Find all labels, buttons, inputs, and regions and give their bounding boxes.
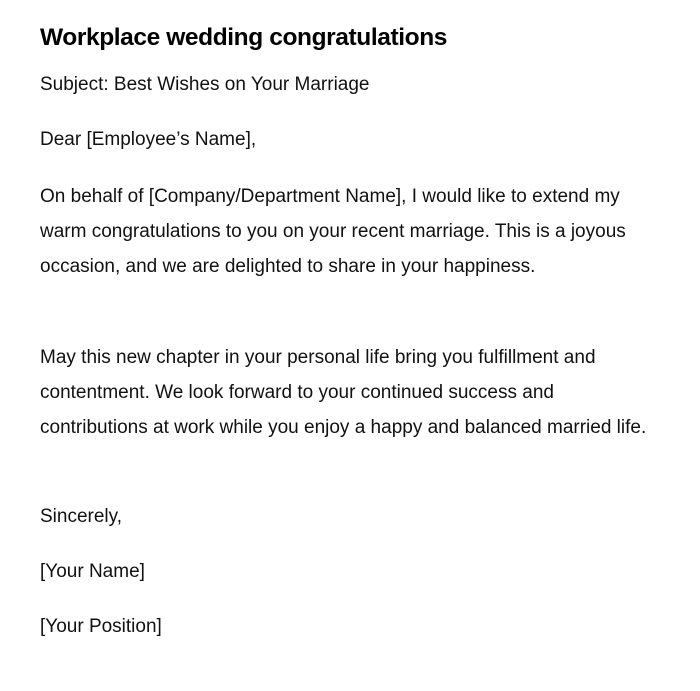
salutation: Dear [Employee’s Name],: [40, 129, 257, 150]
paragraph-2: May this new chapter in your personal life bring you fulfillment and contentment. We look forward to your continued success and contributions at work while you enjoy a happy and balanced married life.: [40, 347, 647, 438]
closing: Sincerely,: [40, 506, 123, 527]
paragraph-1: On behalf of [Company/Department Name], I would like to extend my warm congratulations to you on your recent marriage. This is a joyous occasion, and we are delighted to share in your happiness.: [40, 186, 626, 277]
subject-line: Subject: Best Wishes on Your Marriage: [40, 74, 370, 95]
signature-position: [Your Position]: [40, 616, 162, 637]
signature-name: [Your Name]: [40, 561, 145, 582]
page-title: Workplace wedding congratulations: [40, 24, 447, 51]
